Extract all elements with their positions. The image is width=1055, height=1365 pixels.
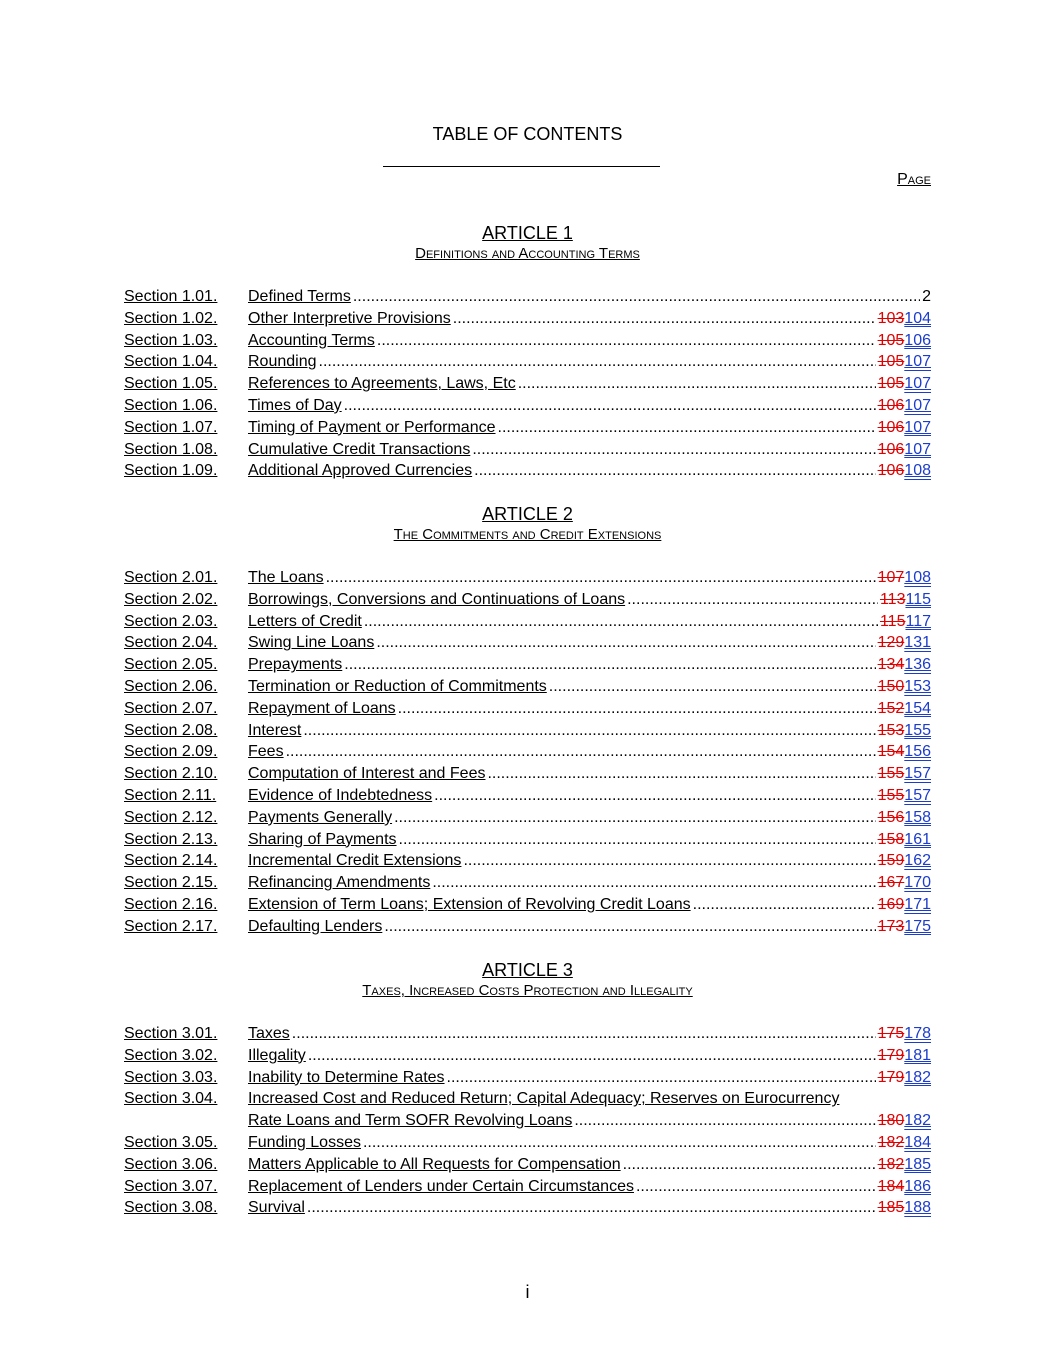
deleted-page-number: 182 [877, 1133, 905, 1151]
article-number: ARTICLE 3 [482, 960, 573, 980]
page-title: TABLE OF CONTENTS [432, 124, 623, 144]
deleted-page-number: 179 [877, 1046, 905, 1064]
dot-leader [326, 567, 876, 589]
inserted-page-number[interactable]: 170 [904, 874, 931, 892]
inserted-page-number[interactable]: 157 [904, 786, 931, 804]
page-reference[interactable] [878, 1197, 931, 1219]
dot-leader [286, 741, 876, 763]
deleted-page-number: 134 [877, 656, 905, 674]
toc-entry[interactable] [124, 720, 931, 742]
page-reference[interactable] [878, 916, 931, 938]
section-number[interactable]: Section 2.03. [124, 612, 218, 630]
section-number[interactable]: Section 1.02. [124, 309, 218, 327]
page-reference[interactable] [878, 632, 931, 654]
section-title[interactable]: Cumulative Credit Transactions [248, 440, 471, 458]
page-reference[interactable] [878, 850, 931, 872]
inserted-page-number[interactable]: 186 [904, 1177, 931, 1195]
inserted-page-number[interactable]: 104 [904, 309, 931, 327]
toc-entry[interactable] [124, 872, 931, 894]
dot-leader [487, 763, 875, 785]
section-number[interactable]: Section 2.14. [124, 852, 218, 870]
page-reference[interactable] [878, 872, 931, 894]
page-reference[interactable] [878, 351, 931, 373]
section-title[interactable]: Prepayments [248, 656, 343, 674]
toc-entry[interactable] [124, 1132, 931, 1154]
toc-entry[interactable] [124, 850, 931, 872]
page-reference[interactable] [922, 286, 931, 308]
inserted-page-number[interactable]: 106 [904, 331, 931, 349]
section-number[interactable]: Section 2.02. [124, 590, 218, 608]
toc-entry-line [248, 351, 931, 373]
toc-entry-line [248, 720, 931, 742]
toc-entry[interactable] [124, 460, 931, 482]
toc-entry-line [248, 763, 931, 785]
dot-leader [398, 698, 876, 720]
page-reference[interactable] [880, 589, 931, 611]
section-number[interactable]: Section 2.07. [124, 699, 218, 717]
inserted-page-number[interactable]: 117 [905, 612, 931, 630]
inserted-page-number[interactable]: 107 [904, 418, 931, 436]
inserted-page-number[interactable]: 175 [904, 917, 931, 935]
dot-leader [363, 1132, 876, 1154]
page-reference[interactable] [878, 567, 931, 589]
inserted-page-number[interactable]: 155 [904, 721, 931, 739]
section-title[interactable]: Termination or Reduction of Commitments [248, 677, 547, 695]
inserted-page-number[interactable]: 181 [904, 1046, 931, 1064]
dot-leader [399, 829, 876, 851]
dot-leader [549, 676, 876, 698]
toc-entry-line [248, 330, 931, 352]
dot-leader [627, 589, 878, 611]
inserted-page-number[interactable]: 107 [904, 440, 931, 458]
toc-entry-line [248, 611, 931, 633]
inserted-page-number[interactable]: 153 [904, 677, 931, 695]
toc-entry[interactable] [124, 632, 931, 654]
section-title[interactable]: The Loans [248, 569, 324, 586]
dot-leader [344, 654, 875, 676]
dot-leader [518, 373, 876, 395]
deleted-page-number: 115 [879, 612, 906, 630]
page-reference[interactable] [878, 395, 931, 417]
section-title[interactable]: Borrowings, Conversions and Continuations of Loans [248, 590, 626, 608]
section-number[interactable]: Section 1.01. [124, 288, 218, 305]
page-reference[interactable] [878, 1110, 931, 1132]
page-reference[interactable] [878, 1176, 931, 1198]
inserted-page-number[interactable]: 115 [905, 590, 931, 608]
section-number[interactable]: Section 1.09. [124, 462, 218, 480]
inserted-page-number[interactable]: 107 [904, 396, 931, 414]
deleted-page-number: 156 [877, 808, 905, 826]
deleted-page-number: 179 [877, 1068, 905, 1086]
inserted-page-number[interactable]: 154 [904, 699, 931, 717]
toc-entry[interactable] [124, 589, 931, 611]
deleted-page-number: 167 [877, 874, 905, 892]
section-number[interactable]: Section 2.13. [124, 830, 218, 848]
section-number[interactable]: Section 2.11. [124, 786, 217, 804]
toc-entry[interactable] [124, 829, 931, 851]
inserted-page-number[interactable]: 188 [904, 1199, 931, 1217]
deleted-page-number: 155 [877, 786, 905, 804]
dot-leader [353, 286, 920, 308]
inserted-page-number[interactable]: 162 [904, 852, 931, 870]
article-2-heading [0, 503, 1055, 545]
deleted-page-number: 152 [877, 699, 905, 717]
section-title[interactable]: Illegality [248, 1046, 306, 1064]
toc-entry[interactable] [124, 741, 931, 763]
section-number[interactable]: Section 2.06. [124, 677, 218, 695]
dot-leader [447, 1067, 876, 1089]
toc-entry-line [248, 460, 931, 482]
article-3-heading [0, 959, 1055, 1001]
section-title[interactable]: Swing Line Loans [248, 634, 375, 652]
toc-entry[interactable] [124, 330, 931, 352]
section-title[interactable]: Fees [248, 743, 284, 761]
dot-leader [384, 916, 875, 938]
section-number[interactable]: Section 2.05. [124, 656, 218, 674]
dot-leader [377, 330, 876, 352]
page-reference[interactable] [878, 698, 931, 720]
section-title[interactable]: References to Agreements, Laws, Etc [248, 375, 516, 393]
inserted-page-number[interactable]: 107 [904, 353, 931, 371]
toc-entry[interactable] [124, 373, 931, 395]
section-number[interactable]: Section 2.04. [124, 634, 218, 652]
toc-entry[interactable] [124, 785, 931, 807]
dot-leader [303, 720, 875, 742]
inserted-page-number[interactable]: 131 [904, 634, 931, 652]
section-title[interactable]: Incremental Credit Extensions [248, 852, 462, 870]
article-number: ARTICLE 2 [482, 504, 573, 524]
section-number[interactable]: Section 3.08. [124, 1199, 218, 1217]
section-number[interactable]: Section 3.02. [124, 1046, 218, 1064]
section-number[interactable]: Section 2.09. [124, 743, 218, 761]
toc-entry-line [248, 872, 931, 894]
page-reference[interactable] [878, 1045, 931, 1067]
page-reference[interactable] [878, 763, 931, 785]
deleted-page-number: 103 [877, 309, 905, 327]
page-number-footer: i [525, 1282, 530, 1302]
page-reference[interactable] [878, 676, 931, 698]
toc-entry[interactable] [124, 1154, 931, 1176]
page-reference[interactable] [878, 829, 931, 851]
toc-entry-line [248, 632, 931, 654]
section-number[interactable]: Section 1.06. [124, 396, 218, 414]
deleted-page-number: 180 [877, 1112, 905, 1130]
deleted-page-number: 106 [877, 396, 905, 414]
dot-leader [344, 395, 876, 417]
toc-entry[interactable] [124, 894, 931, 916]
section-number[interactable]: Section 2.16. [124, 895, 218, 913]
toc-entry[interactable] [124, 807, 931, 829]
toc-entry[interactable] [124, 308, 931, 330]
section-title[interactable]: Evidence of Indebtedness [248, 786, 433, 804]
toc-entry-line [248, 1045, 931, 1067]
article-subtitle: Taxes, Increased Costs Protection and Illegality [362, 982, 693, 999]
deleted-page-number: 129 [877, 634, 905, 652]
section-number[interactable]: Section 2.08. [124, 721, 218, 739]
dot-leader [376, 632, 875, 654]
section-title[interactable]: Defaulting Lenders [248, 917, 383, 935]
deleted-page-number: 182 [877, 1155, 905, 1173]
section-number[interactable]: Section 1.03. [124, 331, 218, 349]
dot-leader [432, 872, 875, 894]
toc-entry-line [248, 1154, 931, 1176]
toc-entry-line [248, 829, 931, 851]
section-title[interactable]: Sharing of Payments [248, 830, 397, 848]
deleted-page-number: 173 [877, 917, 905, 935]
section-title[interactable]: Timing of Payment or Performance [248, 418, 496, 436]
section-title[interactable]: Funding Losses [248, 1133, 361, 1151]
page-reference[interactable] [878, 1067, 931, 1089]
section-title[interactable]: Payments Generally [248, 808, 393, 826]
section-title[interactable]: Refinancing Amendments [248, 874, 431, 892]
section-number[interactable]: Section 2.01. [124, 569, 218, 586]
section-title[interactable]: Survival [248, 1199, 305, 1217]
deleted-page-number: 159 [877, 852, 905, 870]
page-reference[interactable] [878, 807, 931, 829]
inserted-page-number[interactable]: 158 [904, 808, 931, 826]
page-reference[interactable] [878, 373, 931, 395]
page-reference[interactable] [878, 460, 931, 482]
deleted-page-number: 106 [877, 418, 905, 436]
page-reference[interactable] [878, 894, 931, 916]
inserted-page-number[interactable]: 157 [904, 765, 931, 783]
section-title[interactable]: Defined Terms [248, 288, 351, 305]
deleted-page-number: 158 [877, 830, 905, 848]
toc-entry-line [248, 286, 931, 308]
section-number[interactable]: Section 3.03. [124, 1068, 218, 1086]
page-reference[interactable] [878, 417, 931, 439]
section-number[interactable]: Section 3.04. [124, 1090, 218, 1108]
page-reference[interactable] [878, 654, 931, 676]
toc-entry[interactable] [124, 698, 931, 720]
section-title[interactable]: Extension of Term Loans; Extension of Revolving Credit Loans [248, 895, 691, 913]
toc-entry[interactable] [124, 439, 931, 461]
section-number[interactable]: Section 2.17. [124, 917, 218, 935]
page-reference[interactable] [878, 439, 931, 461]
toc-entry-line [248, 1176, 931, 1198]
dot-leader [453, 308, 876, 330]
dot-leader [693, 894, 876, 916]
toc-entry-line [248, 308, 931, 330]
dot-leader [308, 1045, 876, 1067]
article-subtitle: The Commitments and Credit Extensions [393, 526, 662, 543]
deleted-page-number: 175 [877, 1025, 905, 1042]
toc-entry-line [248, 1197, 931, 1219]
toc-entry-line [248, 894, 931, 916]
toc-entry-line [248, 676, 931, 698]
toc-entry[interactable] [124, 1045, 931, 1067]
title-rule [383, 166, 660, 167]
toc-entry-line [248, 785, 931, 807]
page-reference[interactable] [878, 785, 931, 807]
article-1-heading [0, 222, 1055, 264]
section-title[interactable]: Repayment of Loans [248, 699, 396, 717]
section-number[interactable]: Section 1.07. [124, 418, 218, 436]
page-reference[interactable] [878, 330, 931, 352]
deleted-page-number: 105 [877, 353, 905, 371]
section-number[interactable]: Section 2.10. [124, 765, 218, 783]
inserted-page-number[interactable]: 182 [904, 1068, 931, 1086]
section-title[interactable]: Matters Applicable to All Requests for Compensation [248, 1155, 621, 1173]
inserted-page-number[interactable]: 182 [904, 1112, 931, 1130]
page-column-header: Page [897, 171, 931, 188]
toc-entry-line [248, 654, 931, 676]
section-number[interactable]: Section 3.01. [124, 1025, 218, 1042]
section-number[interactable]: Section 1.04. [124, 353, 218, 371]
inserted-page-number[interactable]: 161 [904, 830, 931, 848]
section-title[interactable]: Rounding [248, 353, 317, 371]
page-reference[interactable] [878, 1132, 931, 1154]
section-title[interactable]: Interest [248, 721, 302, 739]
section-title-continued[interactable]: Rate Loans and Term SOFR Revolving Loans [248, 1112, 573, 1130]
deleted-page-number: 107 [877, 569, 905, 586]
deleted-page-number: 184 [877, 1177, 905, 1195]
dot-leader [474, 460, 875, 482]
section-title[interactable]: Additional Approved Currencies [248, 462, 473, 480]
deleted-page-number: 153 [877, 721, 905, 739]
inserted-page-number[interactable]: 171 [904, 895, 931, 913]
page-reference[interactable] [878, 1023, 931, 1045]
article-3-toc [124, 1023, 931, 1219]
toc-entry[interactable] [124, 763, 931, 785]
article-1-toc [124, 286, 931, 482]
toc-entry[interactable] [124, 1176, 931, 1198]
inserted-page-number[interactable]: 136 [904, 656, 931, 674]
toc-entry-line [248, 373, 931, 395]
toc-entry-line [248, 1023, 931, 1045]
inserted-page-number[interactable]: 185 [904, 1155, 931, 1173]
deleted-page-number: 105 [877, 331, 905, 349]
section-title[interactable]: Computation of Interest and Fees [248, 765, 486, 783]
toc-entry[interactable] [124, 676, 931, 698]
toc-entry[interactable] [124, 286, 931, 308]
inserted-page-number[interactable]: 156 [904, 743, 931, 761]
article-2-toc [124, 567, 931, 938]
dot-leader [292, 1023, 876, 1045]
page-reference[interactable] [878, 720, 931, 742]
toc-entry[interactable] [124, 567, 931, 589]
toc-entry[interactable] [124, 611, 931, 633]
page-reference[interactable] [878, 741, 931, 763]
dot-leader [623, 1154, 876, 1176]
inserted-page-number[interactable]: 184 [904, 1133, 931, 1151]
section-title[interactable]: Other Interpretive Provisions [248, 309, 451, 327]
toc-entry[interactable] [124, 1197, 931, 1219]
section-number[interactable]: Section 3.06. [124, 1155, 218, 1173]
dot-leader [636, 1176, 876, 1198]
deleted-page-number: 169 [877, 895, 905, 913]
dot-leader [307, 1197, 876, 1219]
dot-leader [394, 807, 876, 829]
toc-entry-line [248, 807, 931, 829]
deleted-page-number: 106 [877, 440, 905, 458]
dot-leader [319, 351, 876, 373]
article-subtitle: Definitions and Accounting Terms [415, 245, 640, 262]
deleted-page-number: 185 [877, 1199, 905, 1217]
page-reference[interactable] [878, 1154, 931, 1176]
section-title[interactable]: Inability to Determine Rates [248, 1068, 445, 1086]
toc-entry[interactable] [124, 654, 931, 676]
dot-leader [574, 1110, 875, 1132]
section-title[interactable]: Letters of Credit [248, 612, 362, 630]
toc-entry[interactable] [124, 417, 931, 439]
toc-entry[interactable] [124, 1088, 931, 1132]
toc-entry[interactable] [124, 351, 931, 373]
toc-entry-line [248, 1132, 931, 1154]
toc-entry-line [248, 741, 931, 763]
section-title[interactable]: Times of Day [248, 396, 342, 414]
section-number[interactable]: Section 1.05. [124, 375, 218, 393]
inserted-page-number[interactable]: 108 [904, 569, 931, 586]
section-number[interactable]: Section 2.12. [124, 808, 218, 826]
dot-leader [364, 611, 878, 633]
toc-entry-line [248, 567, 931, 589]
dot-leader [498, 417, 876, 439]
toc-entry-line [248, 698, 931, 720]
toc-entry-line [248, 417, 931, 439]
section-number[interactable]: Section 2.15. [124, 874, 218, 892]
section-number[interactable]: Section 3.07. [124, 1177, 218, 1195]
dot-leader [434, 785, 875, 807]
page-reference[interactable] [880, 611, 931, 633]
deleted-page-number: 155 [877, 765, 905, 783]
section-title[interactable]: Replacement of Lenders under Certain Circumstances [248, 1177, 634, 1195]
toc-entry-line [248, 589, 931, 611]
deleted-page-number: 113 [879, 590, 906, 608]
toc-entry[interactable] [124, 916, 931, 938]
inserted-page-number[interactable]: 107 [904, 375, 931, 393]
dot-leader [463, 850, 875, 872]
dot-leader [472, 439, 875, 461]
toc-entry-line [248, 916, 931, 938]
deleted-page-number: 106 [877, 462, 905, 480]
deleted-page-number: 105 [877, 375, 905, 393]
section-title[interactable]: Increased Cost and Reduced Return; Capital Adequacy; Reserves on Eurocurrency [248, 1090, 840, 1108]
page-number[interactable]: 2 [922, 288, 931, 305]
section-title[interactable]: Accounting Terms [248, 331, 375, 349]
section-title[interactable]: Taxes [248, 1025, 290, 1042]
article-number: ARTICLE 1 [482, 223, 573, 243]
inserted-page-number[interactable]: 178 [904, 1025, 931, 1042]
deleted-page-number: 150 [877, 677, 905, 695]
toc-entry-line [248, 1110, 931, 1132]
toc-entry[interactable] [124, 1067, 931, 1089]
section-number[interactable]: Section 3.05. [124, 1133, 218, 1151]
toc-entry[interactable] [124, 395, 931, 417]
page-reference[interactable] [878, 308, 931, 330]
toc-entry-line [248, 395, 931, 417]
section-number[interactable]: Section 1.08. [124, 440, 218, 458]
toc-entry-line [248, 439, 931, 461]
inserted-page-number[interactable]: 108 [904, 462, 931, 480]
deleted-page-number: 154 [877, 743, 905, 761]
toc-entry[interactable] [124, 1023, 931, 1045]
toc-entry-line [248, 1067, 931, 1089]
toc-entry-line [248, 850, 931, 872]
